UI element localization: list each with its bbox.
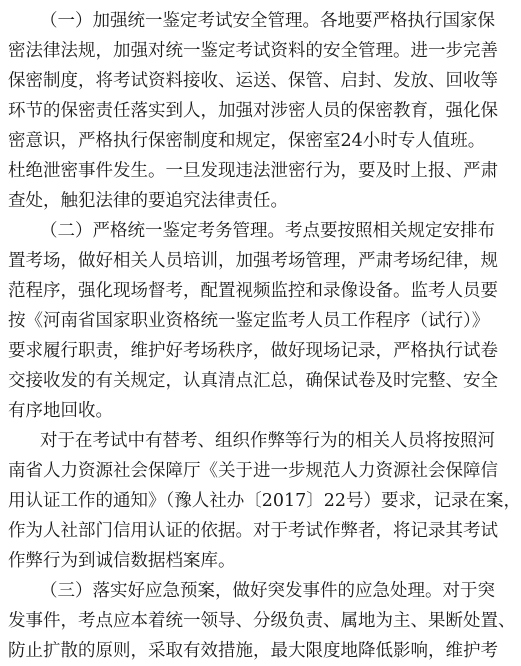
para-3-line-2: 南省人力资源社会保障厅《关于进一步规范人力资源社会保障信 — [8, 461, 498, 481]
para-1-line-5: 密意识，严格执行保密制度和规定，保密室24小时专人值班。 — [8, 131, 486, 151]
para-4-line-2: 发事件，考点应本着统一领导、分级负责、属地为主、果断处置、 — [8, 611, 516, 631]
para-2-line-5: 要求履行职责，维护好考场秩序，做好现场记录，严格执行试卷 — [8, 341, 498, 361]
para-2-line-7: 有序地回收。 — [8, 401, 113, 421]
para-4-line-3: 防止扩散的原则，采取有效措施，最大限度地降低影响，维护考 — [8, 641, 498, 661]
para-2-line-6: 交接收发的有关规定，认真清点汇总，确保试卷及时完整、安全 — [8, 371, 498, 391]
para-1-line-3: 保密制度，将考试资料接收、运送、保管、启封、发放、回收等 — [8, 71, 498, 91]
para-4-line-1: （三）落实好应急预案，做好突发事件的应急处理。对于突 — [40, 581, 495, 601]
para-3-line-5: 作弊行为到诚信数据档案库。 — [8, 551, 236, 571]
para-3-line-3: 用认证工作的通知》（豫人社办〔2017〕22号）要求，记录在案， — [8, 491, 521, 511]
para-1-line-2: 密法律法规，加强对统一鉴定考试资料的安全管理。进一步完善 — [8, 41, 498, 61]
para-2-line-4: 按《河南省国家职业资格统一鉴定监考人员工作程序（试行）》 — [8, 311, 490, 331]
para-2-line-2: 置考场，做好相关人员培训，加强考场管理，严肃考场纪律，规 — [8, 251, 498, 271]
para-1-line-4: 环节的保密责任落实到人，加强对涉密人员的保密教育，强化保 — [8, 101, 498, 121]
para-3-line-4: 作为人社部门信用认证的依据。对于考试作弊者，将记录其考试 — [8, 521, 498, 541]
para-3-line-1: 对于在考试中有替考、组织作弊等行为的相关人员将按照河 — [40, 431, 495, 451]
para-1-line-7: 查处，触犯法律的要追究法律责任。 — [8, 191, 288, 211]
para-2-line-1: （二）严格统一鉴定考务管理。考点要按照相关规定安排布 — [40, 221, 495, 241]
para-2-line-3: 范程序，强化现场督考，配置视频监控和录像设备。监考人员要 — [8, 281, 498, 301]
para-1-line-6: 杜绝泄密事件发生。一旦发现违法泄密行为，要及时上报、严肃 — [8, 161, 498, 181]
para-1-line-1: （一）加强统一鉴定考试安全管理。各地要严格执行国家保 — [40, 11, 495, 31]
